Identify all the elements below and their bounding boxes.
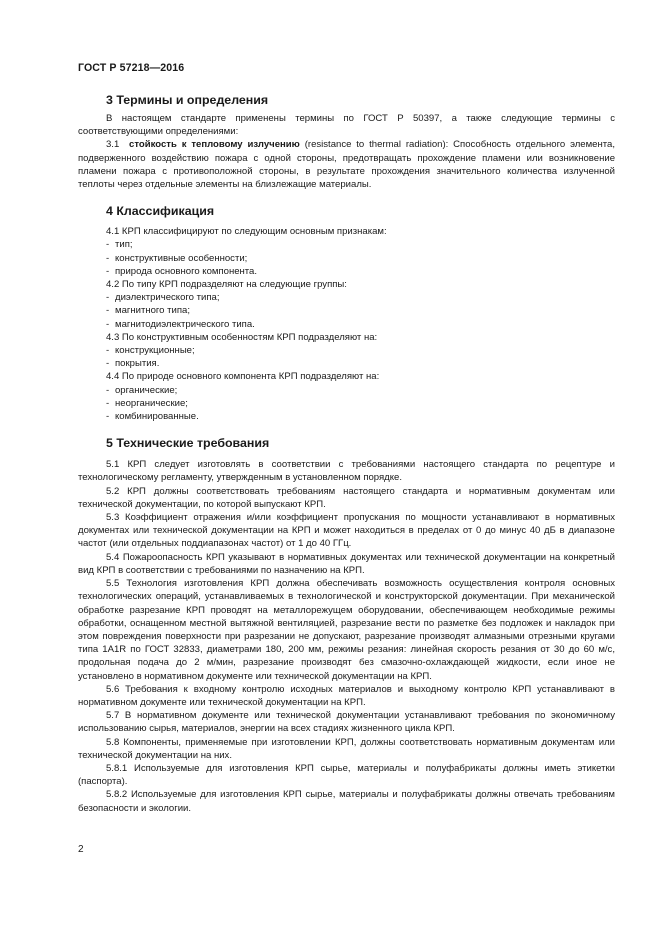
list-item: - покрытия.	[106, 358, 160, 370]
clause-4-1: 4.1 КРП классифицируют по следующим основным признакам:	[106, 226, 387, 238]
list-item: - магнитного типа;	[106, 305, 190, 317]
clause-4-4: 4.4 По природе основного компонента КРП подразделяют на:	[106, 371, 380, 383]
clause-5-3: 5.3 Коэффициент отражения и/или коэффициент пропускания по мощности устанавливают в нормативных документах или технической документации на КРП и может находиться в пределах от 0 до минус 40 дБ в диапазоне частот (или отдельных поддиапазонах частот) от 1 до 40 ГГц.	[78, 512, 615, 550]
list-item: - диэлектрического типа;	[106, 292, 220, 304]
list-item: - конструктивные особенности;	[106, 252, 248, 264]
clause-5-1: 5.1 КРП следует изготовлять в соответствии с требованиями настоящего стандарта по рецептуре и технологическому регламенту, утвержденным в установленном порядке.	[78, 459, 615, 484]
document-code: ГОСТ Р 57218—2016	[78, 62, 185, 74]
section-4-title: 4 Классификация	[106, 204, 215, 219]
clause-4-3: 4.3 По конструктивным особенностям КРП подразделяют на:	[106, 331, 378, 343]
clause-5-5: 5.5 Технология изготовления КРП должна обеспечивать возможность осуществления контроля основных технологических операций, устанавливаемых в технологической и конструкторской документации. При механической обработке разрезание КРП проводят на металлорежущем оборудовании, обеспечивающем необходимые режимы обработки, оснащенном местной вытяжной вентиляцией, разрезание вести по разметке без подложек и накладок при этом повреждения поверхности при разрезании не допускают, разрезание производят алмазными отрезными кругами типа 1А1R по ГОСТ 32833, диаметрами 180, 200 мм, режимы резания: линейная скорость резания от 30 до 60 м/с, продольная подача до 2 м/мин, разрезание производят без смазочно-охлаждающей жидкости, если иное не установлено в нормативном документе или технической документации на КРП.	[78, 578, 615, 682]
list-item: - магнитодиэлектрического типа.	[106, 318, 255, 330]
list-item: - неорганические;	[106, 397, 188, 409]
section-3-intro: В настоящем стандарте применены термины по ГОСТ Р 50397, а также следующие термины с соответствующими определениями:	[78, 113, 615, 138]
list-item: - тип;	[106, 239, 133, 251]
term-3-1-number: 3.1	[106, 139, 120, 151]
clause-5-2: 5.2 КРП должны соответствовать требованиям настоящего стандарта и нормативным документам или технической документации, по которой выпускают КРП.	[78, 485, 615, 510]
page-number: 2	[78, 844, 84, 855]
term-3-1-name: стойкость к тепловому излучению	[129, 139, 300, 151]
section-3-title: 3 Термины и определения	[106, 93, 269, 107]
clause-5-8-2: 5.8.2 Используемые для изготовления КРП сырье, материалы и полуфабрикаты должны отвечать требованиям безопасности и экологии.	[78, 789, 615, 814]
clause-5-8-1: 5.8.1 Используемые для изготовления КРП сырье, материалы и полуфабрикаты должны иметь этикетки (паспорта).	[78, 762, 615, 788]
clause-5-8: 5.8 Компоненты, применяемые при изготовлении КРП, должны соответствовать нормативным документам или технической документации на них.	[78, 736, 615, 761]
term-3-1-english: (resistance to thermal radiation):	[299, 139, 449, 151]
list-item: - природа основного компонента.	[106, 265, 258, 277]
clause-5-4: 5.4 Пожароопасность КРП указывают в нормативных документах или технической документации на конкретный вид КРП в соответствии с требованиями по назначению на КРП.	[78, 551, 615, 576]
term-3-1-definition: Способность отдельного элемента, подверженного воздействию пожара с одной стороны, предотвращать прохождение пламени или возникновение пламени пожара с противоположной стороны, в результате прохождения значительного количества излученной теплоты через отдельные элементы на близлежащие материалы.	[78, 139, 615, 191]
clause-5-6: 5.6 Требования к входному контролю исходных материалов и выходному контролю КРП устанавливают в нормативном документе или технической документации на КРП.	[78, 683, 615, 708]
clause-4-2: 4.2 По типу КРП подразделяют на следующие группы:	[106, 279, 347, 291]
clause-5-7: 5.7 В нормативном документе или технической документации устанавливают требования по экономичному использованию сырья, материалов, энергии на всех стадиях жизненного цикла КРП.	[78, 710, 615, 735]
list-item: - конструкционные;	[106, 345, 195, 357]
section-5-title: 5 Технические требования	[106, 436, 270, 451]
list-item: - комбинированные.	[106, 411, 199, 423]
document-body	[78, 92, 615, 815]
term-3-1	[78, 138, 615, 191]
list-item: - органические;	[106, 384, 178, 396]
